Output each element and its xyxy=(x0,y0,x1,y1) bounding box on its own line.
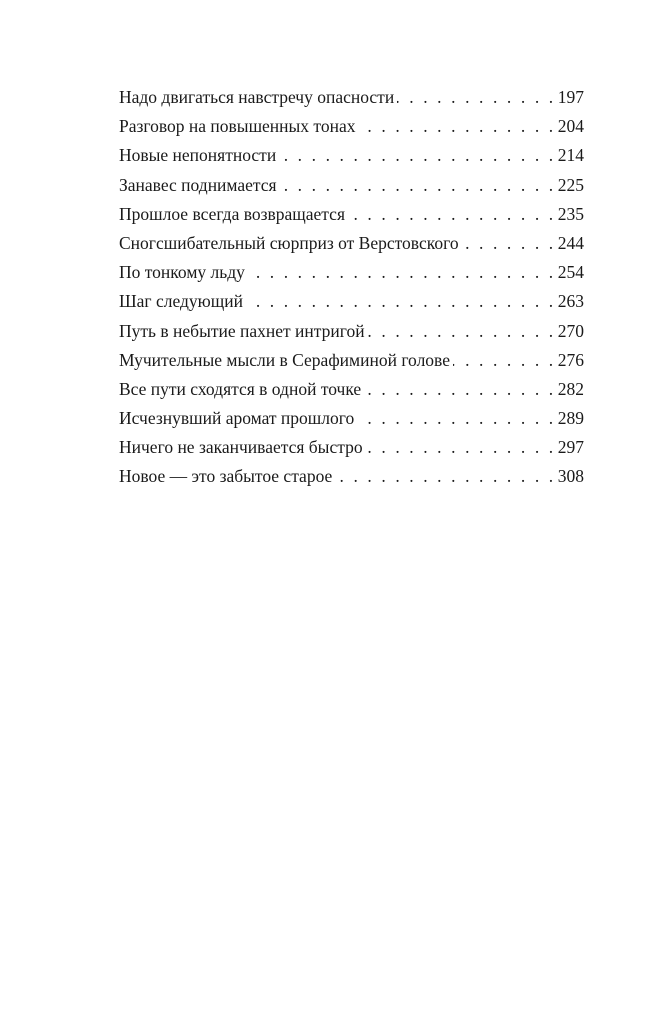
toc-entry-title: Путь в небытие пахнет интригой xyxy=(119,320,365,341)
toc-entry xyxy=(119,317,584,346)
toc-entry-title: Сногсшибательный сюрприз от Верстовского xyxy=(119,232,459,253)
toc-entry-page-number: 276 xyxy=(557,349,584,370)
dot-leader xyxy=(364,375,556,404)
toc-entry xyxy=(119,229,584,258)
toc-entry-page-number: 225 xyxy=(557,174,584,195)
toc-entry-title: Прошлое всегда возвращается xyxy=(119,203,345,224)
toc-entry xyxy=(119,404,584,433)
toc-entry-title: По тонкому льду xyxy=(119,262,245,283)
toc-entry xyxy=(119,83,584,112)
toc-entry-title: Шаг следующий xyxy=(119,291,243,312)
toc-entry-title: Разговор на повышенных тонах xyxy=(119,116,356,137)
toc-entry xyxy=(119,346,584,375)
toc-entry xyxy=(119,141,584,170)
dot-leader xyxy=(279,141,556,170)
dot-leader xyxy=(335,462,555,491)
dot-leader xyxy=(366,433,556,462)
dot-leader xyxy=(462,229,556,258)
dot-leader xyxy=(368,317,556,346)
toc-entry-page-number: 214 xyxy=(557,145,584,166)
dot-leader xyxy=(248,258,556,287)
toc-entry-page-number: 270 xyxy=(557,320,584,341)
dot-leader xyxy=(348,200,556,229)
dot-leader xyxy=(357,404,555,433)
toc-entry-title: Новое — это забытое старое xyxy=(119,466,333,487)
toc-entry-title: Ничего не заканчивается быстро xyxy=(119,437,363,458)
dot-leader xyxy=(280,171,556,200)
toc-entry-page-number: 235 xyxy=(557,203,584,224)
toc-entry xyxy=(119,171,584,200)
toc-entry-page-number: 254 xyxy=(557,262,584,283)
toc-entry xyxy=(119,462,584,491)
table-of-contents xyxy=(119,83,584,492)
toc-entry-page-number: 297 xyxy=(557,437,584,458)
toc-entry xyxy=(119,200,584,229)
toc-entry-page-number: 289 xyxy=(557,408,584,429)
toc-entry-title: Исчезнувший аромат прошлого xyxy=(119,408,355,429)
toc-entry-page-number: 204 xyxy=(557,116,584,137)
toc-entry xyxy=(119,287,584,316)
toc-entry-title: Надо двигаться навстречу опасности xyxy=(119,87,395,107)
toc-entry-page-number: 282 xyxy=(557,378,584,399)
toc-entry-page-number: 197 xyxy=(557,87,584,107)
toc-entry-page-number: 244 xyxy=(557,232,584,253)
dot-leader xyxy=(397,83,556,112)
toc-entry-title: Мучительные мысли в Серафиминой голове xyxy=(119,349,450,370)
toc-entry-title: Все пути сходятся в одной точке xyxy=(119,378,362,399)
toc-entry xyxy=(119,112,584,141)
toc-entry-title: Новые непонятности xyxy=(119,145,277,166)
dot-leader xyxy=(453,346,556,375)
toc-entry xyxy=(119,375,584,404)
toc-entry-title: Занавес поднимается xyxy=(119,174,277,195)
dot-leader xyxy=(358,112,555,141)
toc-entry-page-number: 263 xyxy=(557,291,584,312)
dot-leader xyxy=(246,287,556,316)
toc-entry xyxy=(119,433,584,462)
toc-entry-page-number: 308 xyxy=(557,466,584,487)
toc-entry xyxy=(119,258,584,287)
